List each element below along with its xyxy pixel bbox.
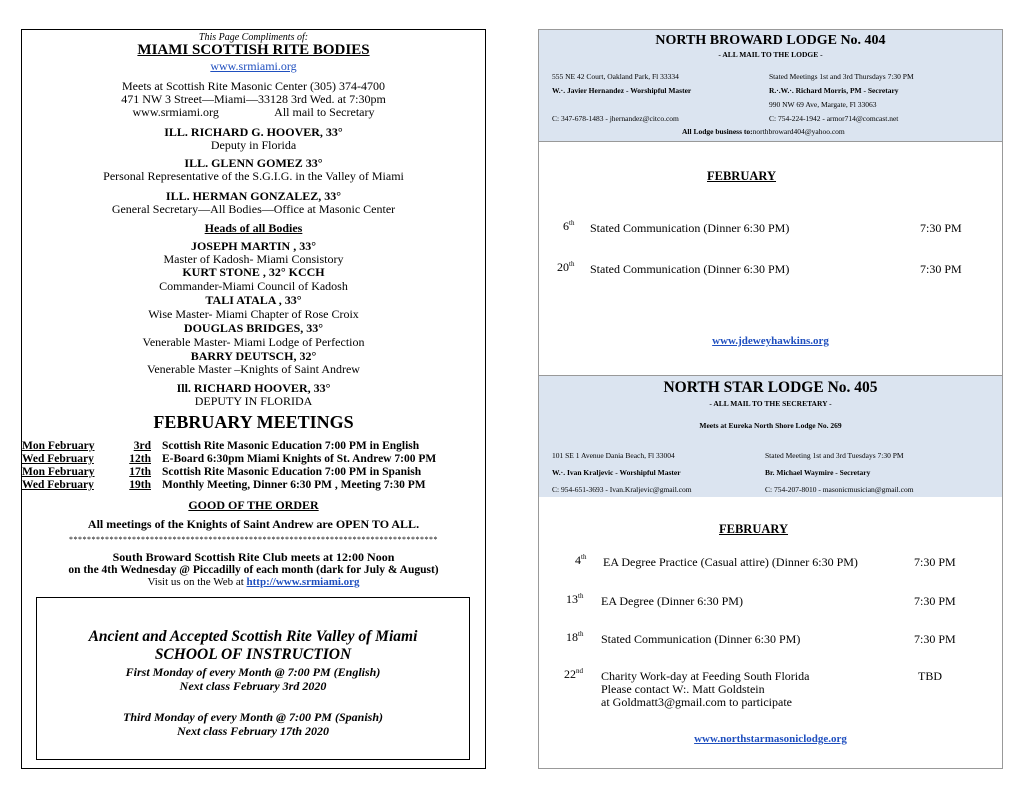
officer-name: ILL. RICHARD G. HOOVER, 33° bbox=[164, 125, 343, 139]
lodge-405-stated: Stated Meeting 1st and 3rd Tuesdays 7:30 PM bbox=[765, 451, 904, 460]
lodge-404-calendar bbox=[539, 142, 1002, 374]
meeting-text: Monthly Meeting, Dinner 6:30 PM , Meeting 7:30 PM bbox=[162, 479, 426, 491]
head-name: KURT STONE , 32° KCCH bbox=[182, 265, 325, 279]
meeting-text: Scottish Rite Masonic Education 7:00 PM in Spanish bbox=[162, 466, 422, 478]
lodge-404-event-time: 7:30 PM bbox=[920, 221, 962, 235]
lodge-405-event-text: EA Degree Practice (Casual attire) (Dinner 6:30 PM) bbox=[603, 555, 858, 569]
school-line-1: Ancient and Accepted Scottish Rite Valley of Miami bbox=[88, 628, 418, 645]
address-line-1: Meets at Scottish Rite Masonic Center (305) 374-4700 bbox=[122, 79, 385, 93]
head-name: JOSEPH MARTIN , 33° bbox=[190, 239, 317, 253]
star-divider: ********************************************************************************** bbox=[69, 536, 438, 544]
lodge-405-event-time: TBD bbox=[918, 669, 942, 683]
visit-website-link[interactable]: http://www.srmiami.org bbox=[246, 576, 360, 588]
meeting-text: E-Board 6:30pm Miami Knights of St. Andrew 7:00 PM bbox=[162, 453, 437, 465]
meeting-date: 3rd bbox=[133, 440, 151, 452]
lodge-405-website-link[interactable]: www.northstarmasoniclodge.org bbox=[694, 733, 847, 745]
lodge-405-title: NORTH STAR LODGE No. 405 bbox=[663, 379, 878, 396]
lodge-405-month: FEBRUARY bbox=[719, 522, 789, 536]
head-name: DOUGLAS BRIDGES, 33° bbox=[183, 321, 324, 335]
lodge-404-stated: Stated Meetings 1st and 3rd Thursdays 7:30 PM bbox=[769, 72, 914, 81]
lodge-404-event-time: 7:30 PM bbox=[920, 262, 962, 276]
officer-title: Personal Representative of the S.G.I.G. in the Valley of Miami bbox=[103, 169, 404, 183]
address-website: www.srmiami.org bbox=[132, 105, 219, 119]
lodge-404-secretary-contact: C: 754-224-1942 - armor714@comcast.net bbox=[769, 114, 899, 123]
officer-name: ILL. GLENN GOMEZ 33° bbox=[184, 156, 323, 170]
lodge-404-master-contact: C: 347-678-1483 - jhernandez@citco.com bbox=[552, 114, 679, 123]
lodge-405-event-time: 7:30 PM bbox=[914, 594, 956, 608]
meeting-day: Wed February bbox=[22, 453, 94, 465]
lodge-405-master-contact: C: 954-651-3693 - Ivan.Kraljevic@gmail.com bbox=[552, 485, 692, 494]
address-line-3 bbox=[22, 106, 485, 119]
visit-line bbox=[22, 577, 485, 589]
head-title: Venerable Master –Knights of Saint Andrew bbox=[147, 362, 360, 376]
lodge-405-address: 101 SE 1 Avenue Dania Beach, Fl 33004 bbox=[552, 451, 675, 460]
head-title: Wise Master- Miami Chapter of Rose Croix bbox=[148, 307, 359, 321]
school-next-english: Next class February 3rd 2020 bbox=[179, 679, 327, 693]
lodge-405-event-day: 13th bbox=[566, 592, 584, 606]
meeting-date: 17th bbox=[129, 466, 151, 478]
meetings-title: FEBRUARY MEETINGS bbox=[153, 412, 354, 432]
lodge-405-event-text: Charity Work-day at Feeding South Florida bbox=[601, 669, 810, 683]
lodge-405-subtitle: - ALL MAIL TO THE SECRETARY - bbox=[709, 399, 832, 408]
lodge-404-website-link[interactable]: www.jdeweyhawkins.org bbox=[712, 335, 829, 347]
head-title: Venerable Master- Miami Lodge of Perfection bbox=[142, 335, 365, 349]
head-title: Commander-Miami Council of Kadosh bbox=[159, 279, 348, 293]
officer-name: ILL. HERMAN GONZALEZ, 33° bbox=[165, 189, 342, 203]
lodge-405-header bbox=[539, 375, 1002, 498]
address-line-2: 471 NW 3 Street—Miami—33128 3rd Wed. at 7:30pm bbox=[121, 92, 386, 106]
head-name: BARRY DEUTSCH, 32° bbox=[190, 349, 317, 363]
address-mail: All mail to Secretary bbox=[274, 105, 375, 119]
lodge-405-secretary: Br. Michael Waymire - Secretary bbox=[765, 468, 871, 477]
officer-title: Deputy in Florida bbox=[210, 138, 297, 152]
meeting-day: Mon February bbox=[22, 440, 95, 452]
lodge-404-event-day: 6th bbox=[563, 219, 575, 233]
lodge-404-subtitle: - ALL MAIL TO THE LODGE - bbox=[718, 50, 823, 59]
lodge-404-title: NORTH BROWARD LODGE No. 404 bbox=[655, 33, 886, 48]
lodge-405-event-day: 18th bbox=[566, 630, 584, 644]
meeting-day: Mon February bbox=[22, 466, 95, 478]
lodge-405-event-time: 7:30 PM bbox=[914, 555, 956, 569]
lodge-405-meets: Meets at Eureka North Shore Lodge No. 269 bbox=[699, 421, 842, 430]
lodge-405-event-text: Stated Communication (Dinner 6:30 PM) bbox=[601, 632, 801, 646]
lodge-405-secretary-contact: C: 754-207-8010 - masonicmusician@gmail.com bbox=[765, 485, 914, 494]
lodge-404-business-label: All Lodge business to: bbox=[682, 127, 753, 136]
org-website-link[interactable]: www.srmiami.org bbox=[210, 59, 297, 73]
org-name: MIAMI SCOTTISH RITE BODIES bbox=[137, 42, 370, 58]
head-title: Master of Kadosh- Miami Consistory bbox=[163, 252, 344, 266]
lodge-404-address: 555 NE 42 Court, Oakland Park, Fl 33334 bbox=[552, 72, 679, 81]
lodge-404-event-text: Stated Communication (Dinner 6:30 PM) bbox=[590, 262, 790, 276]
school-of-instruction-box bbox=[36, 597, 470, 760]
lodges-page bbox=[538, 29, 1003, 769]
lodge-405-charity-contact: Please contact W:. Matt Goldstein bbox=[601, 682, 765, 696]
lodge-404-secretary: R.·.W.·. Richard Morris, PM - Secretary bbox=[769, 86, 899, 95]
club-line-2: on the 4th Wednesday @ Piccadilly of each month (dark for July & August) bbox=[68, 564, 439, 576]
lodge-404-secretary-address: 990 NW 69 Ave, Margate, Fl 33063 bbox=[769, 100, 877, 109]
lodge-404-business bbox=[682, 127, 845, 136]
heads-title: Heads of all Bodies bbox=[204, 221, 303, 235]
lodge-404-master: W.·. Javier Hernandez - Worshipful Master bbox=[552, 86, 692, 95]
lodge-405-event-day: 22nd bbox=[564, 667, 583, 681]
compliments-text: This Page Compliments of: bbox=[198, 32, 309, 43]
club-line-1: South Broward Scottish Rite Club meets at 12:00 Noon bbox=[112, 550, 395, 564]
head-name: TALI ATALA , 33° bbox=[205, 293, 302, 307]
meeting-date: 12th bbox=[129, 453, 151, 465]
lodge-404-event-text: Stated Communication (Dinner 6:30 PM) bbox=[590, 221, 790, 235]
meeting-day: Wed February bbox=[22, 479, 94, 491]
school-title: SCHOOL OF INSTRUCTION bbox=[154, 646, 352, 663]
officer-title: General Secretary—All Bodies—Office at Masonic Center bbox=[111, 202, 396, 216]
lodge-405-event-day: 4th bbox=[575, 553, 587, 567]
good-of-order-text: All meetings of the Knights of Saint Andrew are OPEN TO ALL. bbox=[87, 517, 420, 531]
lodge-404-event-day: 20th bbox=[557, 260, 575, 274]
good-of-order-title: GOOD OF THE ORDER bbox=[188, 498, 319, 512]
lodge-405-master: W.·. Ivan Kraljevic - Worshipful Master bbox=[552, 468, 681, 477]
visit-text: Visit us on the Web at bbox=[147, 576, 247, 588]
school-schedule-english: First Monday of every Month @ 7:00 PM (English) bbox=[125, 665, 381, 679]
meeting-text: Scottish Rite Masonic Education 7:00 PM in English bbox=[162, 440, 420, 452]
lodge-404-business-email: northbroward404@yahoo.com bbox=[752, 127, 845, 136]
lodge-404-month: FEBRUARY bbox=[707, 169, 777, 183]
head-name: Ill. RICHARD HOOVER, 33° bbox=[176, 381, 331, 395]
head-title: DEPUTY IN FLORIDA bbox=[194, 394, 313, 408]
school-schedule-spanish: Third Monday of every Month @ 7:00 PM (Spanish) bbox=[123, 710, 383, 724]
lodge-405-event-time: 7:30 PM bbox=[914, 632, 956, 646]
lodge-405-event-text: EA Degree (Dinner 6:30 PM) bbox=[601, 594, 743, 608]
lodge-405-calendar bbox=[539, 497, 1002, 768]
meeting-date: 19th bbox=[129, 479, 151, 491]
lodge-404-header bbox=[539, 30, 1002, 142]
lodge-405-charity-email: at Goldmatt3@gmail.com to participate bbox=[601, 695, 792, 709]
school-next-spanish: Next class February 17th 2020 bbox=[176, 724, 329, 738]
